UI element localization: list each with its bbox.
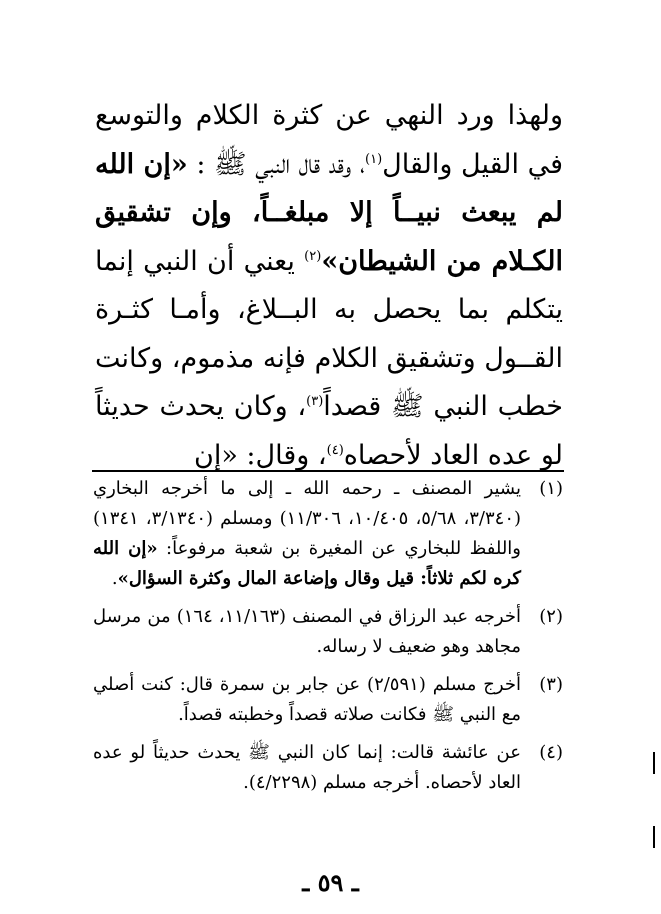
- footnote-number: (١): [539, 478, 563, 499]
- footnote-ref-2[interactable]: (٢): [304, 248, 322, 264]
- footnote-item: [93, 738, 563, 798]
- footnote-number: (٤): [539, 742, 563, 763]
- footnote-ref-3[interactable]: (٣): [306, 394, 324, 409]
- footnote-ref-1[interactable]: (١): [365, 151, 383, 167]
- footnote-item: [93, 474, 563, 594]
- footnote-text-end: .: [111, 568, 118, 589]
- page-number: ـ ٥٩ ـ: [302, 868, 359, 897]
- body-text-4: ، وكان يحدث حديثاً لو عده العاد لأحصاه: [95, 391, 563, 471]
- footnote-text: عن عائشة قالت: إنما كان النبي ﷺ يحدث حديثاً لو عده العاد لأحصاه. أخرجه مسلم (٤/٢٢٩٨).: [93, 742, 521, 793]
- footnote-item: [93, 602, 563, 662]
- footnote-separator: [92, 470, 564, 472]
- body-text-1: ولهذا ورد النهي عن كثرة الكلام والتوسع في القيل والقال: [95, 100, 564, 180]
- footnote-text-plain: يشير المصنف ـ رحمه الله ـ إلى ما أخرجه البخاري (٣/٣٤٠، ٥/٦٨، ١٠/٤٠٥، ١١/٣٠٦) ومسلم (٣/١٣٤٠، ١٣٤١) واللفظ للبخاري عن المغيرة بن شعبة مرفوعاً:: [93, 478, 522, 559]
- footnote-text: [93, 474, 521, 594]
- footnote-number: (٣): [539, 674, 563, 695]
- page-edge-mark: [653, 826, 655, 848]
- body-text-5: ، وقال: «إن: [194, 439, 327, 471]
- main-paragraph: [95, 92, 563, 480]
- footnote-number: (٢): [539, 606, 563, 627]
- footnote-text: أخرجه عبد الرزاق في المصنف (١١/١٦٣، ١٦٤) من مرسل مجاهد وهو ضعيف لا رساله.: [93, 606, 521, 657]
- page-edge-mark: [653, 752, 655, 774]
- footnote-ref-4[interactable]: (٤): [326, 442, 344, 458]
- body-text-3: يعني أن النبي إنما يتكلم بما يحصل به البــلاغ، وأمـا كثـرة القــول وتشقيق الكلام فإنه مذموم، وكانت خطب النبي ﷺ قصداً: [95, 245, 563, 422]
- footnote-text: أخرج مسلم (٢/٥٩١) عن جابر بن سمرة قال: كنت أصلي مع النبي ﷺ فكانت صلاته قصداً وخطبته قصداً.: [93, 674, 521, 725]
- footnote-item: [93, 670, 563, 730]
- footnotes: [93, 474, 563, 806]
- hadith-quote: «إن الله لم يبعث نبيــاً إلا مبلغــاً، وإن تشقيق الكـلام من الشيطان»: [95, 148, 564, 277]
- footnote-quote: «إن الله كره لكم ثلاثاً: قيل وقال وإضاعة المال وكثرة السؤال»: [93, 538, 521, 589]
- body-text-2: ، وقد قال النبي ﷺ :: [187, 148, 365, 180]
